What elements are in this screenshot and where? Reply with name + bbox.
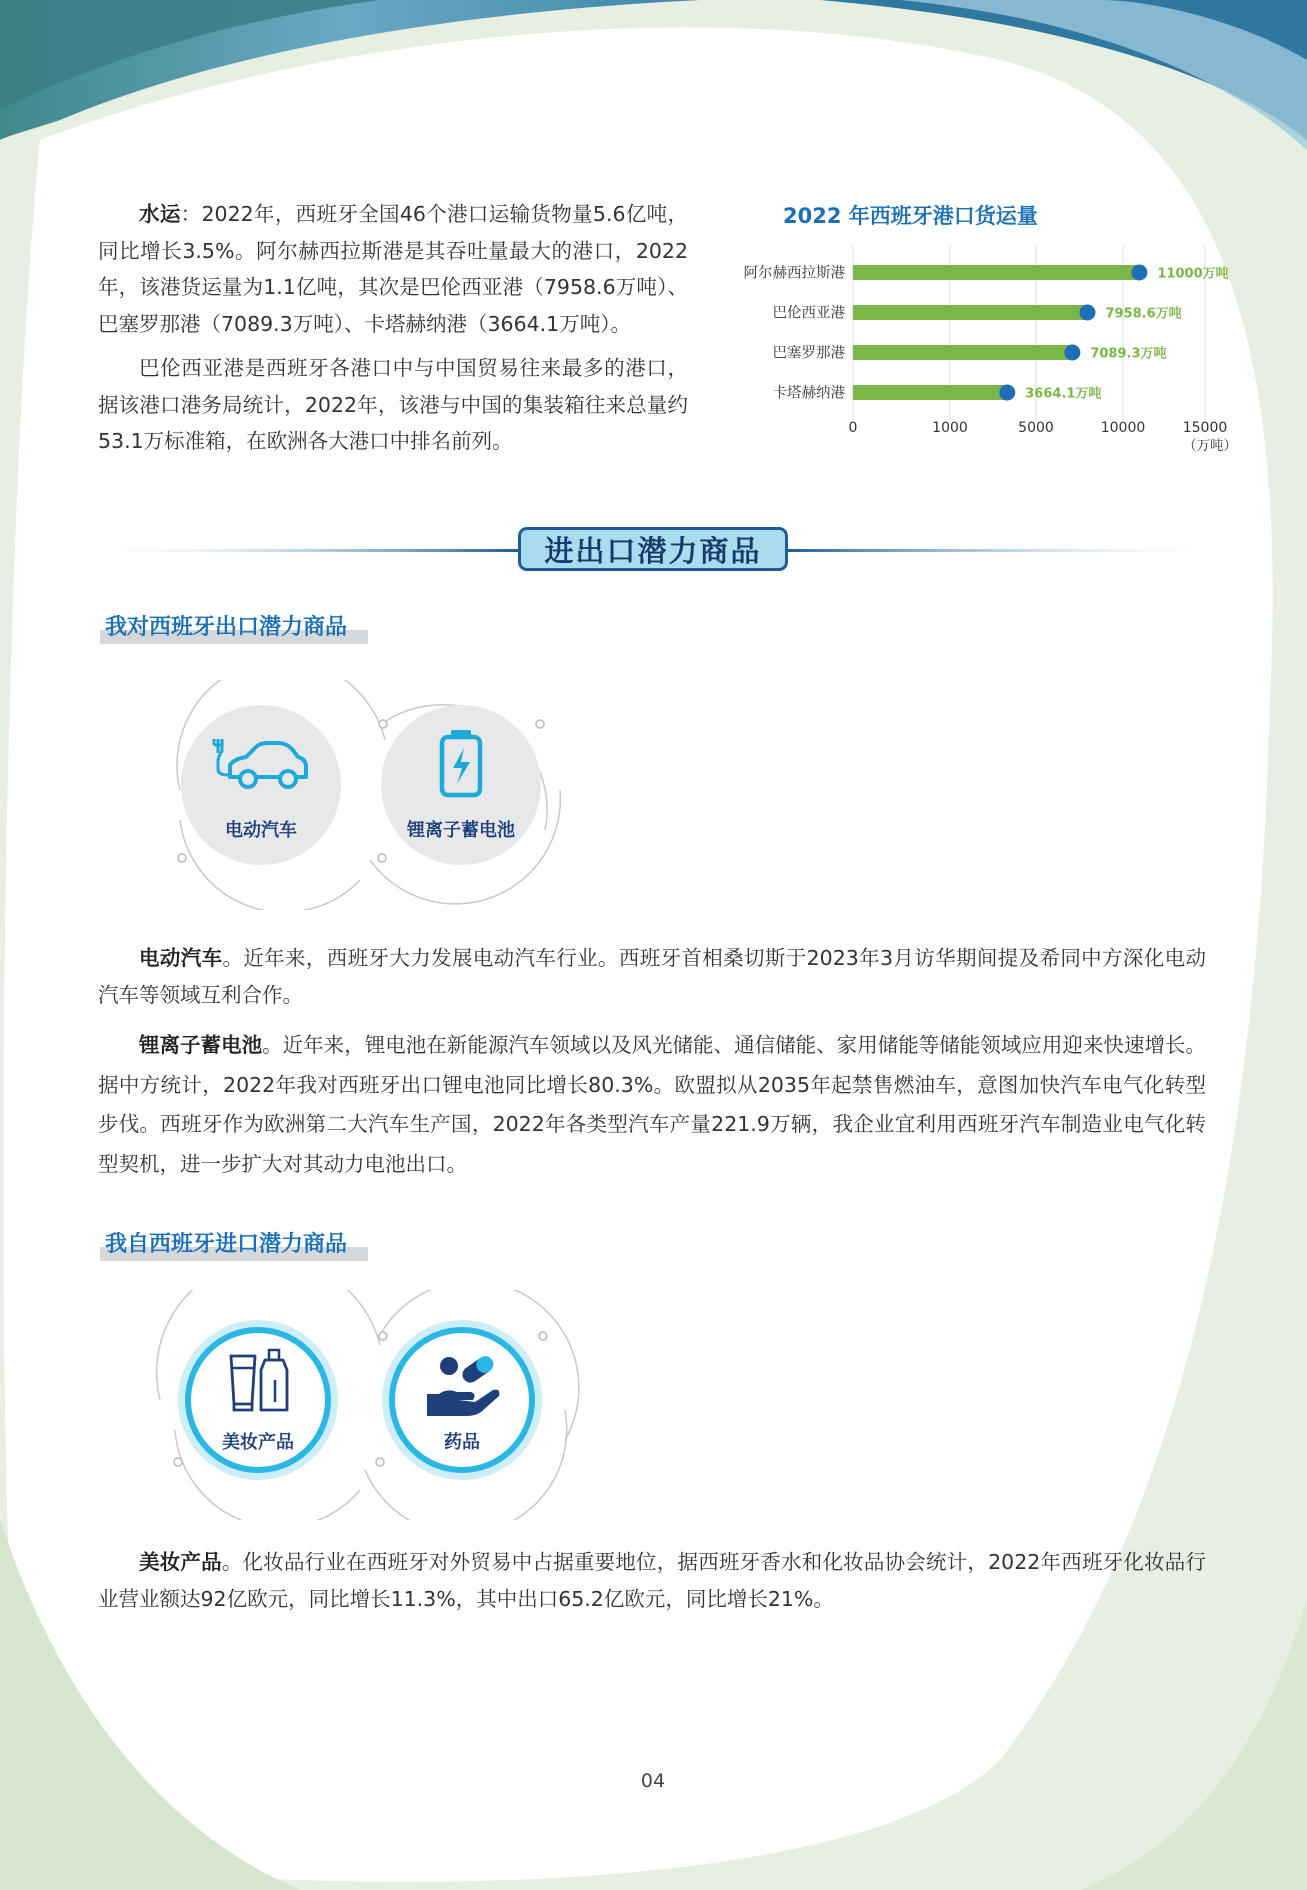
chart-bar-marker <box>1064 345 1080 361</box>
chart-tick-label: 1000 <box>932 420 968 436</box>
page-number: 04 <box>640 1770 666 1792</box>
chart-tick-label: 5000 <box>1018 420 1054 436</box>
cosmetics-icon <box>225 1346 295 1416</box>
import-icon-group <box>150 1290 590 1520</box>
chart-bar <box>853 345 1072 360</box>
chart-tick-label: 15000 <box>1182 420 1228 436</box>
medicine-icon <box>423 1352 503 1422</box>
battery-paragraph: 锂离子蓄电池。近年来，锂电池在新能源汽车领域以及风光储能、通信储能、家用储能等储能领域应用迎来快速增长。据中方统计，2022年我对西班牙出口锂电池同比增长80.3%。欧盟拟从2035年起禁售燃油车，意图加快汽车电气化转型步伐。西班牙作为欧洲第二大汽车生产国，2022年各类型汽车产量221.9万辆，我企业宜利用西班牙汽车制造业电气化转型契机，进一步扩大对其动力电池出口。 <box>98 1033 1207 1176</box>
chart-tick-label: 10000 <box>1100 420 1146 436</box>
chart-category-label: 卡塔赫纳港 <box>772 385 845 402</box>
shipping-paragraph-2: 巴伦西亚港是西班牙各港口中与中国贸易往来最多的港口，据该港口港务局统计，2022年，该港与中国的集装箱往来总量约53.1万标准箱，在欧洲各大港口中排名前列。 <box>98 356 688 453</box>
chart-data-label: 11000万吨 <box>1157 266 1229 282</box>
banner-line-left <box>100 549 520 552</box>
shipping-lead: 水运 <box>139 202 181 226</box>
cosmetics-paragraph: 美妆产品。化妆品行业在西班牙对外贸易中占据重要地位，据西班牙香水和化妆品协会统计，2022年西班牙化妆品行业营业额达92亿欧元，同比增长11.3%，其中出口65.2亿欧元，同比增长21%。 <box>98 1550 1206 1611</box>
import-item-label-1: 美妆产品 <box>222 1432 294 1453</box>
port-cargo-chart <box>720 240 1280 500</box>
chart-data-label: 7089.3万吨 <box>1090 346 1167 362</box>
chart-bar <box>853 385 1007 400</box>
banner-line-right <box>786 549 1206 552</box>
chart-tick-label: 0 <box>848 420 858 436</box>
chart-category-label: 阿尔赫西拉斯港 <box>743 265 845 282</box>
chart-data-label: 7958.6万吨 <box>1105 306 1182 322</box>
chart-category-label: 巴塞罗那港 <box>772 345 845 362</box>
car-paragraph: 电动汽车。近年来，西班牙大力发展电动汽车行业。西班牙首相桑切斯于2023年3月访华期间提及希同中方深化电动汽车等领域互利合作。 <box>98 946 1206 1007</box>
import-item-label-2: 药品 <box>444 1432 480 1453</box>
chart-bar-marker <box>1079 305 1095 321</box>
chart-bar-marker <box>1131 265 1147 281</box>
chart-bar <box>853 305 1087 320</box>
shipping-paragraph-1: 水运：2022年，西班牙全国46个港口运输货物量5.6亿吨，同比增长3.5%。阿尔赫西拉斯港是其吞吐量最大的港口，2022年，该港货运量为1.1亿吨，其次是巴伦西亚港（7958.6万吨）、巴塞罗那港（7089.3万吨）、卡塔赫纳港（3664.1万吨）。 <box>98 202 689 336</box>
chart-data-label: 3664.1万吨 <box>1025 386 1102 402</box>
chart-bar-marker <box>999 385 1015 401</box>
chart-title: 2022 年西班牙港口货运量 <box>783 204 1038 228</box>
page-content: 水运：2022年，西班牙全国46个港口运输货物量5.6亿吨，同比增长3.5%。阿尔赫西拉斯港是其吞吐量最大的港口，2022年，该港货运量为1.1亿吨，其次是巴伦西亚港（7958.6万吨）、巴塞罗那港（7089.3万吨）、卡塔赫纳港（3664.1万吨）。 巴伦西亚港是西班牙各港口中与中国贸易往来最多的港口，据该港口港务局统计，2022年，该港与中国的集装箱往来总量约53.1万标准箱，在欧洲各大港口中排名前列。 2022 年西班牙港口货运量 阿尔赫西拉斯港 11000万吨 巴伦西亚港 7958.6万吨 巴塞罗那港 7089.3万吨 卡塔赫纳港 3664.1万吨 0 1000 5000 10000 15000 （万吨） 进出口潜力商品 我对西班牙出口潜力商品 电动汽车 锂离子蓄电池 电动汽车。近年来，西班牙大力发展电动汽车行业。西班牙首相桑切斯于2023年3月访华期间提及希同中方深化电动汽车等领域互利合作。 锂离子蓄电池。近年来，锂电池在新能源汽车领域以及风光储能、通信储能、家用储能等储能领域应用迎来快速增长。据中方统计，2022年我对西班牙出口锂电池同比增长80.3%。欧盟拟从2035年起禁售燃油车，意图加快汽车电气化转型步伐。西班牙作为欧洲第二大汽车生产国，2022年各类型汽车产量221.9万辆，我企业宜利用西班牙汽车制造业电气化转型契机，进一步扩大对其动力电池出口。 我自西班牙进口潜力商品 美妆产品 药品 美妆产品。化妆品行业在西班牙对外贸易中占据重要地位，据西班牙香水和化妆品协会统计，2022年西班牙化妆品行业营业额达92亿欧元，同比增长11.3%，其中出口65.2亿欧元，同比增长21%。 04 <box>0 0 1307 1890</box>
chart-category-label: 巴伦西亚港 <box>772 305 845 322</box>
export-icon-group <box>150 680 590 910</box>
electric-car-icon <box>210 735 310 795</box>
export-item-label-2: 锂离子蓄电池 <box>407 820 515 841</box>
battery-icon <box>437 728 487 798</box>
export-item-label-1: 电动汽车 <box>225 820 297 841</box>
chart-bar <box>853 265 1139 280</box>
chart-axis-label: （万吨） <box>1183 438 1237 454</box>
section-title: 进出口潜力商品 <box>518 527 788 571</box>
